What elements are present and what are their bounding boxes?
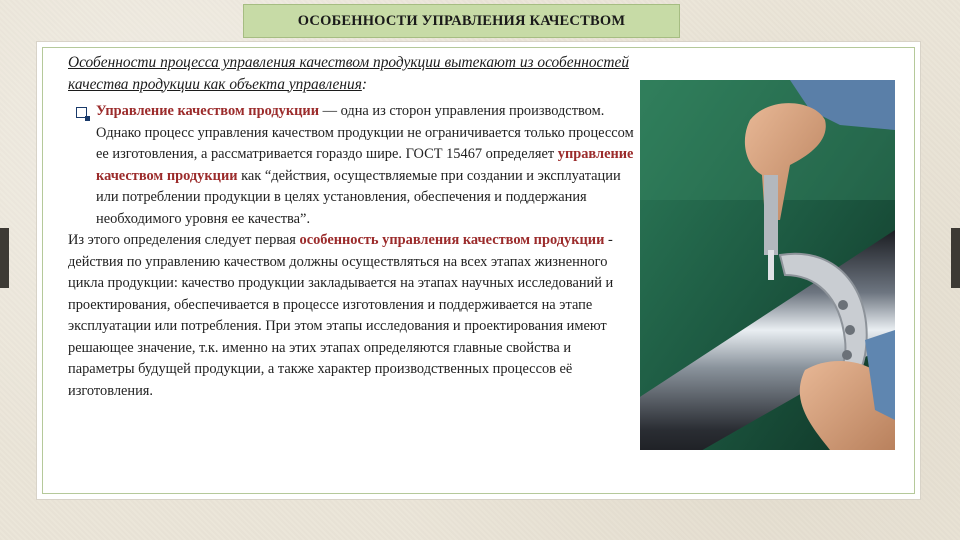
bullet-text-1: — одна из сторон управления производством. Однако процесс управления качеством продукции не ограничивается только процессом ее изготовления, а рассматривается гораздо шире. ГОСТ 15467 определяет: [96, 103, 634, 162]
micrometer-photo: [640, 80, 895, 450]
paragraph-term: особенность управления качеством продукции: [299, 232, 605, 248]
body-paragraph: [68, 230, 638, 402]
paragraph-text-1: Из этого определения следует первая: [68, 232, 300, 248]
right-edge-bar: [951, 228, 960, 288]
bullet-term: Управление качеством продукции: [96, 103, 320, 119]
left-edge-bar: [0, 228, 9, 288]
photo-illustration: [640, 80, 895, 450]
slide-content: [68, 52, 638, 402]
lead-rest: продукции вытекают из особенностей качества продукции как объекта управления: [68, 54, 630, 93]
bullet-term-2: управление качеством продукции: [96, 146, 634, 184]
slide-title: ОСОБЕННОСТИ УПРАВЛЕНИЯ КАЧЕСТВОМ: [243, 4, 680, 38]
lead-underlined: Особенности процесса управления качеством: [68, 54, 370, 71]
bullet-text-2: как “действия, осуществляемые при создании и эксплуатации или потреблении продукции в целях установления, обеспечения и поддержания необходимого уровня ее качества”.: [96, 167, 621, 227]
bullet-item: [68, 101, 638, 230]
checkbox-bullet-icon: [76, 107, 87, 118]
paragraph-text-2: - действия по управлению качеством должны осуществляться на всех этапах жизненного цикла продукции: качество продукции закладывается на этапах научных исследований и проектирования, обеспечивается в процессе изготовления и поддерживается на этапе эксплуатации или потребления. При этом этапы исследования и проектирования имеют решающее значение, т.к. именно на этих этапах определяются главные свойства и параметры будущей продукции, а также характер производственных процессов её изготовления.: [68, 232, 614, 399]
lead-paragraph: [68, 52, 638, 95]
lead-colon: :: [361, 75, 367, 93]
